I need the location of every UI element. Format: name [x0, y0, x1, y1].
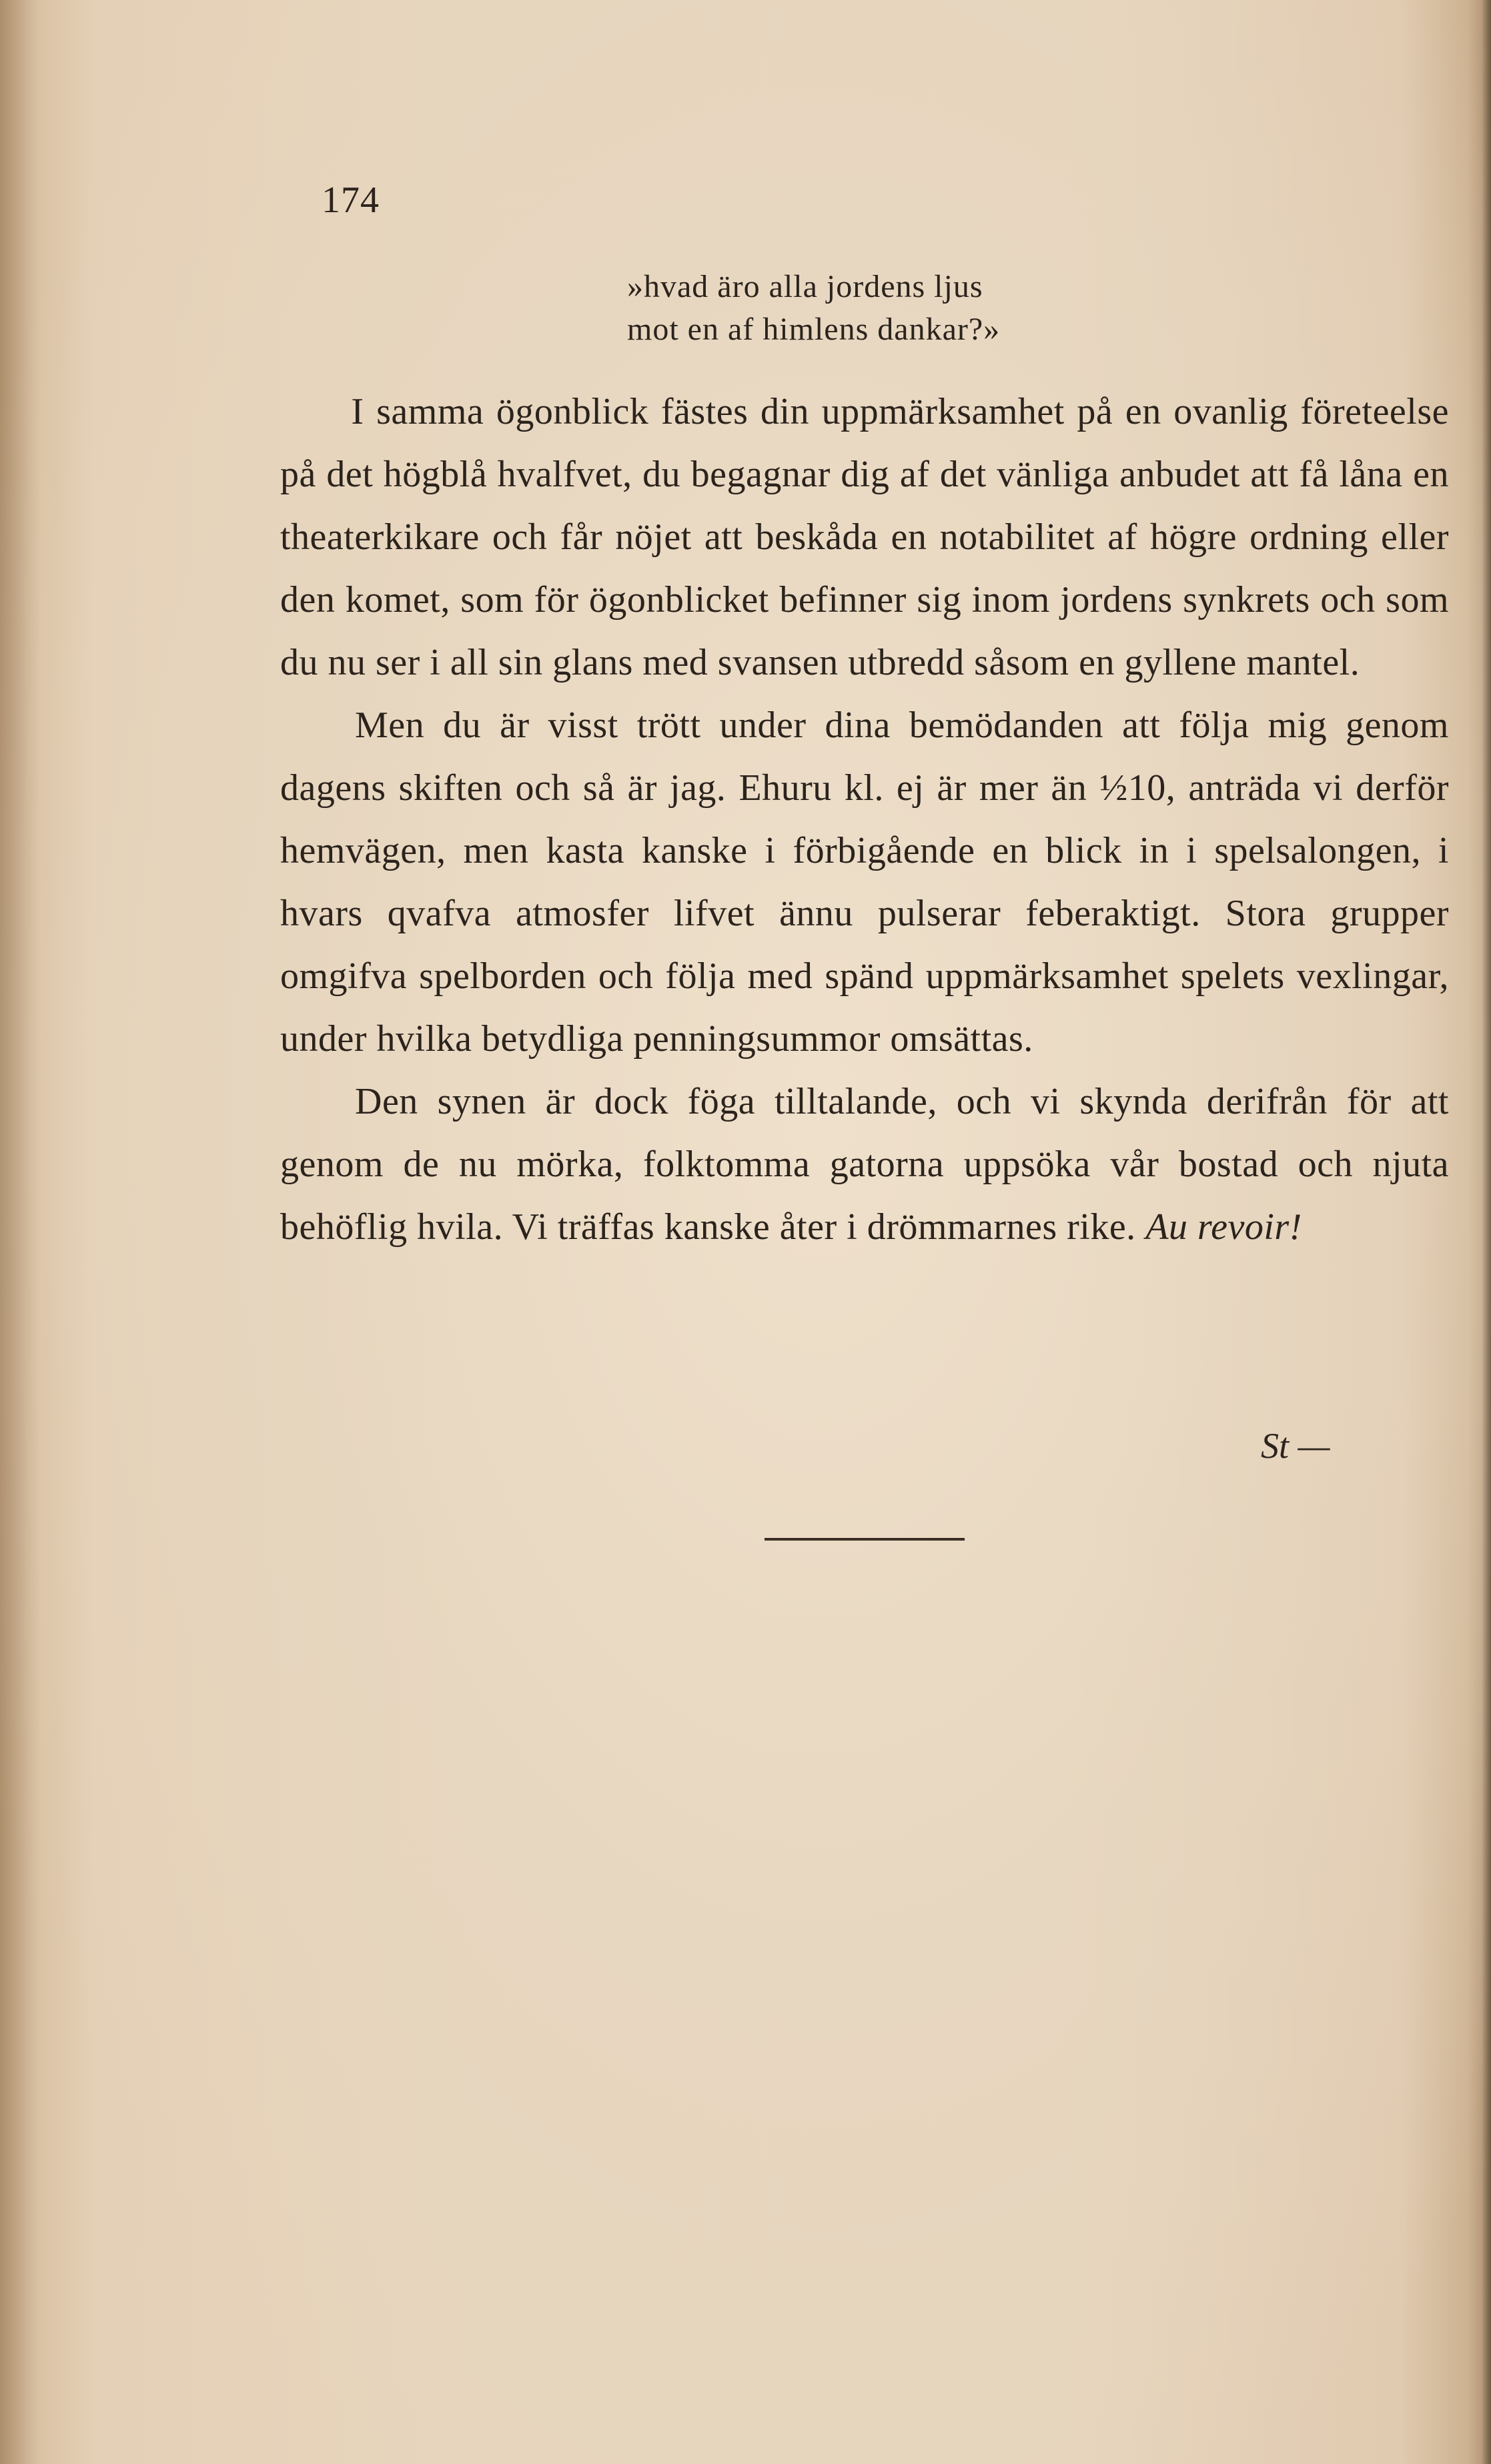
verse-line: mot en af himlens dankar?»	[627, 312, 1001, 347]
paragraph: I samma ögonblick fästes din uppmärksamhet på en ovanlig företeelse på det högblå hvalfvet, du begagnar dig af det vänliga anbudet att få låna en theaterkikare och får nöjet att beskåda en notabilitet af högre ordning eller den komet, som för ögonblicket befinner sig inom jordens synkrets och som du nu ser i all sin glans med svansen utbredd såsom en gyllene mantel.	[280, 391, 1449, 683]
page-edge-shadow	[1482, 0, 1491, 2464]
paragraph-text: Den synen är dock föga tilltalande, och vi skynda derifrån för att genom de nu mörka, folktomma gatorna uppsöka vår bostad och njuta behöflig hvila. Vi träffas kanske åter i drömmarnes rike.	[280, 1081, 1449, 1248]
page-number: 174	[322, 179, 380, 221]
verse-quote	[627, 266, 1000, 351]
paragraph	[280, 1070, 1449, 1258]
section-divider	[765, 1538, 965, 1541]
paragraph: Men du är visst trött under dina bemödanden att följa mig genom dagens skiften och så är jag. Ehuru kl. ej är mer än ½10, anträda vi derför hemvägen, men kasta kanske i förbigående en blick in i spelsalongen, i hvars qvafva atmosfer lifvet ännu pulserar feberaktigt. Stora grupper omgifva spelborden och följa med spänd uppmärksamhet spelets vexlingar, under hvilka betydliga penningsummor omsättas.	[280, 705, 1449, 1060]
page-gutter-shadow	[0, 0, 40, 2464]
closing-phrase: Au revoir!	[1145, 1206, 1302, 1248]
author-signature: St —	[1261, 1426, 1330, 1466]
body-text	[280, 380, 1449, 1258]
verse-line: »hvad äro alla jordens ljus	[627, 269, 983, 304]
